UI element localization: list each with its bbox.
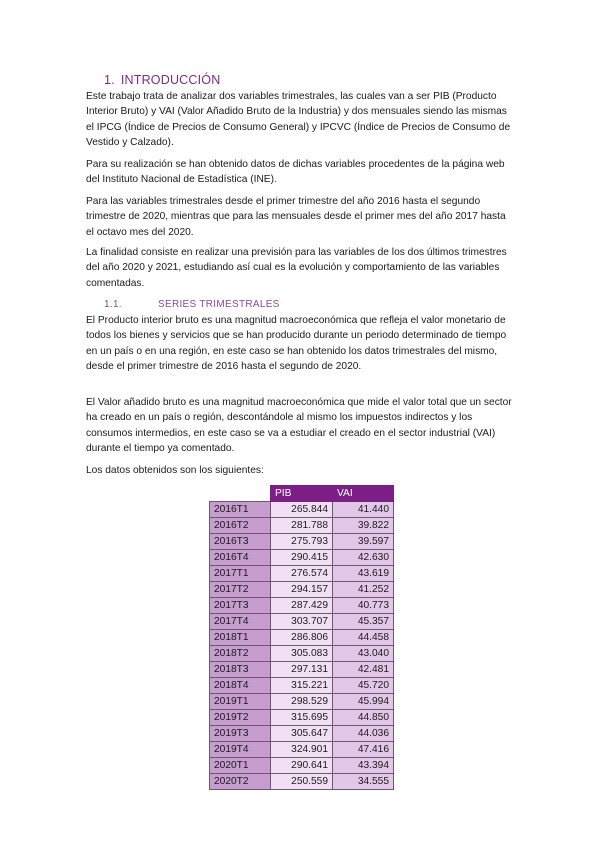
- vai-value-cell: 40.773: [333, 598, 394, 614]
- row-label-cell: 2019T4: [210, 742, 271, 758]
- vai-value-cell: 43.619: [333, 566, 394, 582]
- pib-value-cell: 290.415: [271, 550, 333, 566]
- paragraph-time-range: Para las variables trimestrales desde el primer trimestre del año 2016 hasta el segundo trimestre de 2020, mientras que para las mensuales desde el primer mes del año 2017 hasta el octavo mes del 2020.: [86, 196, 506, 238]
- row-label-cell: 2019T2: [210, 710, 271, 726]
- vai-value-cell: 41.440: [333, 502, 394, 518]
- table-row: [210, 614, 394, 630]
- pib-value-cell: 324.901: [271, 742, 333, 758]
- row-label-cell: 2016T2: [210, 518, 271, 534]
- pib-value-cell: 265.844: [271, 502, 333, 518]
- row-label-cell: 2017T1: [210, 566, 271, 582]
- table-row: [210, 630, 394, 646]
- vai-value-cell: 39.822: [333, 518, 394, 534]
- vai-value-cell: 47.416: [333, 742, 394, 758]
- vai-value-cell: 44.850: [333, 710, 394, 726]
- pib-value-cell: 281.788: [271, 518, 333, 534]
- pib-value-cell: 315.221: [271, 678, 333, 694]
- paragraph-data-source: Para su realización se han obtenido datos de dichas variables procedentes de la página web del Instituto Nacional de Estadística (INE).: [86, 159, 505, 186]
- pib-value-cell: 275.793: [271, 534, 333, 550]
- vai-value-cell: 44.036: [333, 726, 394, 742]
- table-row: [210, 758, 394, 774]
- row-label-cell: 2018T2: [210, 646, 271, 662]
- vai-value-cell: 45.357: [333, 614, 394, 630]
- table-row: [210, 678, 394, 694]
- vai-value-cell: 34.555: [333, 774, 394, 790]
- row-label-cell: 2018T3: [210, 662, 271, 678]
- pib-value-cell: 294.157: [271, 582, 333, 598]
- pib-value-cell: 315.695: [271, 710, 333, 726]
- table-row: [210, 742, 394, 758]
- row-label-cell: 2017T2: [210, 582, 271, 598]
- table-row: [210, 550, 394, 566]
- table-header-row: [210, 486, 394, 502]
- paragraph-purpose: La finalidad consiste en realizar una previsión para las variables de los dos últimos trimestres del año 2020 y 2021, estudiando así cual es la evolución y comportamiento de las variables comentadas.: [86, 247, 507, 289]
- row-label-cell: 2016T4: [210, 550, 271, 566]
- subsection-heading-series-trimestrales: [104, 299, 280, 310]
- paragraph-pib-definition: El Producto interior bruto es una magnitud macroeconómica que refleja el valor monetario de todos los bienes y servicios que se han producido durante un periodo determinado de tiempo en un país o en una región, en este caso se han obtenido los datos trimestrales del mismo, desde el primer trimestre de 2016 hasta el segundo de 2020.: [86, 315, 507, 373]
- pib-value-cell: 303.707: [271, 614, 333, 630]
- table-row: [210, 566, 394, 582]
- pib-value-cell: 305.647: [271, 726, 333, 742]
- pib-value-cell: 297.131: [271, 662, 333, 678]
- column-header-pib: PIB: [271, 486, 333, 502]
- quarterly-data-table: [209, 485, 394, 790]
- table-row: [210, 582, 394, 598]
- table-row: [210, 646, 394, 662]
- subsection-title: SERIES TRIMESTRALES: [158, 299, 280, 310]
- section-number: 1.: [104, 73, 115, 87]
- pib-value-cell: 290.641: [271, 758, 333, 774]
- table-row: [210, 502, 394, 518]
- vai-value-cell: 42.630: [333, 550, 394, 566]
- table-row: [210, 726, 394, 742]
- table-corner-cell: [210, 486, 271, 502]
- row-label-cell: 2019T3: [210, 726, 271, 742]
- pib-value-cell: 298.529: [271, 694, 333, 710]
- table-row: [210, 662, 394, 678]
- row-label-cell: 2020T2: [210, 774, 271, 790]
- table-row: [210, 774, 394, 790]
- pib-value-cell: 250.559: [271, 774, 333, 790]
- pib-value-cell: 287.429: [271, 598, 333, 614]
- vai-value-cell: 43.040: [333, 646, 394, 662]
- vai-value-cell: 45.994: [333, 694, 394, 710]
- table-row: [210, 710, 394, 726]
- vai-value-cell: 43.394: [333, 758, 394, 774]
- table-body: [210, 502, 394, 790]
- paragraph-data-intro: Los datos obtenidos son los siguientes:: [86, 465, 264, 476]
- section-heading-introduccion: [104, 73, 220, 87]
- section-title: INTRODUCCIÓN: [120, 73, 221, 87]
- vai-value-cell: 42.481: [333, 662, 394, 678]
- table-row: [210, 598, 394, 614]
- column-header-vai: VAI: [333, 486, 394, 502]
- table-row: [210, 534, 394, 550]
- pib-value-cell: 305.083: [271, 646, 333, 662]
- paragraph-vai-definition: El Valor añadido bruto es una magnitud macroeconómica que mide el valor total que un sector ha creado en un país o región, descontándole al mismo los impuestos indirectos y los consumos intermedios, en este caso se va a estudiar el creado en el sector industrial (VAI) durante el tiempo ya comentado.: [86, 397, 512, 455]
- table-row: [210, 694, 394, 710]
- row-label-cell: 2017T3: [210, 598, 271, 614]
- row-label-cell: 2018T4: [210, 678, 271, 694]
- paragraph-objective: Este trabajo trata de analizar dos variables trimestrales, las cuales van a ser PIB (Producto Interior Bruto) y VAI (Valor Añadido Bruto de la Industria) y dos mensuales siendo las mismas el IPCG (Índice de Precios de Consumo General) y IPCVC (Índice de Precios de Consumo de Vestido y Calzado).: [86, 91, 511, 149]
- table-row: [210, 518, 394, 534]
- row-label-cell: 2019T1: [210, 694, 271, 710]
- pib-value-cell: 276.574: [271, 566, 333, 582]
- subsection-number: 1.1.: [104, 299, 122, 310]
- vai-value-cell: 45.720: [333, 678, 394, 694]
- row-label-cell: 2020T1: [210, 758, 271, 774]
- row-label-cell: 2017T4: [210, 614, 271, 630]
- vai-value-cell: 39.597: [333, 534, 394, 550]
- vai-value-cell: 41.252: [333, 582, 394, 598]
- vai-value-cell: 44.458: [333, 630, 394, 646]
- row-label-cell: 2016T1: [210, 502, 271, 518]
- row-label-cell: 2016T3: [210, 534, 271, 550]
- pib-value-cell: 286.806: [271, 630, 333, 646]
- row-label-cell: 2018T1: [210, 630, 271, 646]
